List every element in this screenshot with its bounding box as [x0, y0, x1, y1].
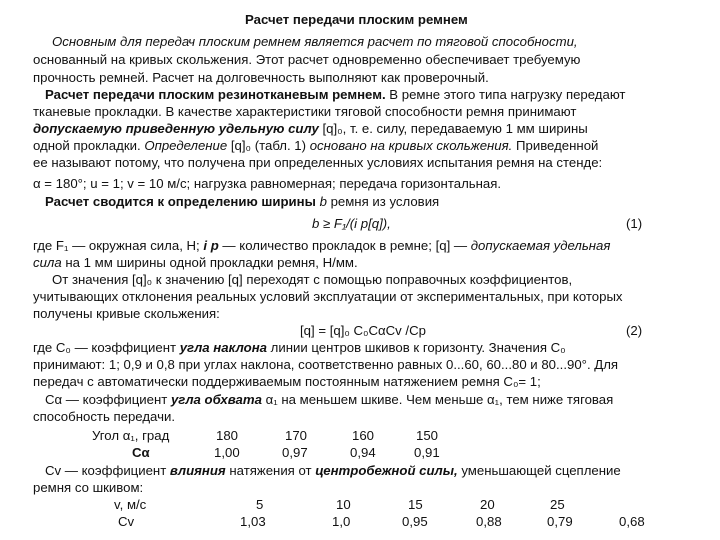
p4-line-1 — [33, 238, 610, 254]
table2-value: 20 — [480, 497, 495, 512]
table1-header: Угол α₁, град — [92, 428, 170, 443]
table1-row2-value: 0,91 — [414, 445, 440, 460]
p4-line-4: учитывающих отклонения реальных условий эксплуатации от экспериментальных, при которых — [33, 289, 623, 304]
p5-l1-b: линии центров шкивов к горизонту. Значения C₀ — [267, 340, 566, 355]
p2-term: допускаемую приведенную удельную силу — [33, 121, 319, 136]
p4-line-5: получены кривые скольжения: — [33, 306, 220, 321]
p4-line-2 — [33, 255, 358, 271]
p2-l4-a: одной прокладки. — [33, 138, 145, 153]
p7-l1-bi: влияния — [169, 463, 226, 478]
p2-line-3 — [33, 121, 588, 137]
p6-l1-bi: угла обхвата — [170, 392, 262, 407]
p4-l1-i: допускаемая удельная — [470, 238, 611, 253]
conditions-line: α = 180°; u = 1; v = 10 м/с; нагрузка равномерная; передача горизонтальная. — [33, 176, 502, 191]
equation-2: [q] = [q]₀ C₀CαCv /Cр — [300, 323, 426, 338]
p5-l1-bi: угла наклона — [179, 340, 267, 355]
p1-line-2: основанный на кривых скольжения. Этот расчет одновременно обеспечивает требуемую — [33, 52, 581, 67]
p6-line-2: способность передачи. — [33, 409, 175, 424]
p3-var: b — [315, 194, 327, 209]
p4-line-3: От значения [q]₀ к значению [q] переходят с помощью поправочных коэффициентов, — [52, 272, 573, 287]
p2-line-5: ее называют потому, что получена при определенных условиях испытания ремня на стенде: — [33, 155, 603, 170]
p3-rest: ремня из условия — [326, 194, 440, 209]
p7-l1-a: Cv — коэффициент — [45, 463, 170, 478]
p7-l1-b: натяжения от — [225, 463, 316, 478]
p4-l1-b: i р — [203, 238, 219, 253]
table2-row2-value: 1,0 — [332, 514, 351, 529]
table1-row2-label: Cα — [132, 445, 150, 460]
p3-bold: Расчет сводится к определению ширины — [45, 194, 316, 209]
table2-row2-value: 0,95 — [402, 514, 428, 529]
p4-l1-c: — количество прокладок в ремне; [q] — — [218, 238, 471, 253]
table1-value: 170 — [285, 428, 308, 443]
p2-bold: Расчет передачи плоским резинотканевым ремнем. — [45, 87, 386, 102]
p5-line-1 — [33, 340, 566, 356]
p4-l2-i: сила — [33, 255, 62, 270]
p5-line-3: передач с автоматически поддерживаемым постоянным натяжением ремня C₀= 1; — [33, 374, 541, 389]
p7-l1-bi2: центробежной силы, — [315, 463, 458, 478]
page-title: Расчет передачи плоским ремнем — [245, 12, 468, 27]
p1-line-3: прочность ремней. Расчет на долговечность выполняют как проверочный. — [33, 70, 489, 85]
p2-l4-i: Определение — [144, 138, 228, 153]
table1-row2-value: 0,94 — [350, 445, 376, 460]
p6-l1-b: α₁ на меньшем шкиве. Чем меньше α₁, тем ниже тяговая — [261, 392, 614, 407]
p7-line-2: ремня со шкивом: — [33, 480, 144, 495]
table2-row2-value: 0,88 — [476, 514, 502, 529]
p6-line-1 — [45, 392, 613, 408]
p5-line-2: принимают: 1; 0,9 и 0,8 при углах наклона, соответственно равных 0...60, 60...80 и 80...90°. Для — [33, 357, 619, 372]
equation-1: b ≥ F₁/(i р[q]), — [312, 216, 391, 231]
p2-l4-b: [q]₀ (табл. 1) — [227, 138, 310, 153]
equation-1-number: (1) — [626, 216, 643, 231]
p2-line-4 — [33, 138, 598, 154]
p4-l2-rest: на 1 мм ширины одной прокладки ремня, Н/мм. — [61, 255, 358, 270]
table1-row2-value: 0,97 — [282, 445, 308, 460]
p3-line — [45, 194, 439, 210]
equation-2-number: (2) — [626, 323, 643, 338]
table2-row2-value: 0,79 — [547, 514, 573, 529]
table1-value: 160 — [352, 428, 375, 443]
table2-value: 25 — [550, 497, 565, 512]
p7-l1-c: уменьшающей сцепление — [457, 463, 621, 478]
table2-value: 5 — [256, 497, 264, 512]
p5-l1-a: где C₀ — коэффициент — [33, 340, 180, 355]
p2-l1-rest: В ремне этого типа нагрузку передают — [385, 87, 626, 102]
table2-value: 10 — [336, 497, 351, 512]
p1-line-1: Основным для передач плоским ремнем является расчет по тяговой способности, — [52, 34, 578, 49]
p4-l1-a: где F₁ — окружная сила, Н; — [33, 238, 204, 253]
table2-row2-value: 1,03 — [240, 514, 266, 529]
table2-header: v, м/с — [114, 497, 147, 512]
p2-l4-c: Приведенной — [512, 138, 599, 153]
table2-value: 15 — [408, 497, 423, 512]
table2-row2-value: 0,68 — [619, 514, 645, 529]
p6-l1-a: Cα — коэффициент — [45, 392, 171, 407]
table1-row2-value: 1,00 — [214, 445, 240, 460]
p2-line-1 — [45, 87, 625, 103]
p2-l4-i2: основано на кривых скольжения. — [309, 138, 513, 153]
p2-l3-rest: [q]₀, т. е. силу, передаваемую 1 мм ширины — [318, 121, 588, 136]
table1-value: 150 — [416, 428, 439, 443]
table2-row2-label: Cv — [118, 514, 135, 529]
p7-line-1 — [45, 463, 621, 479]
p2-line-2: тканевые прокладки. В качестве характеристики тяговой способности ремня принимают — [33, 104, 577, 119]
table1-value: 180 — [216, 428, 239, 443]
